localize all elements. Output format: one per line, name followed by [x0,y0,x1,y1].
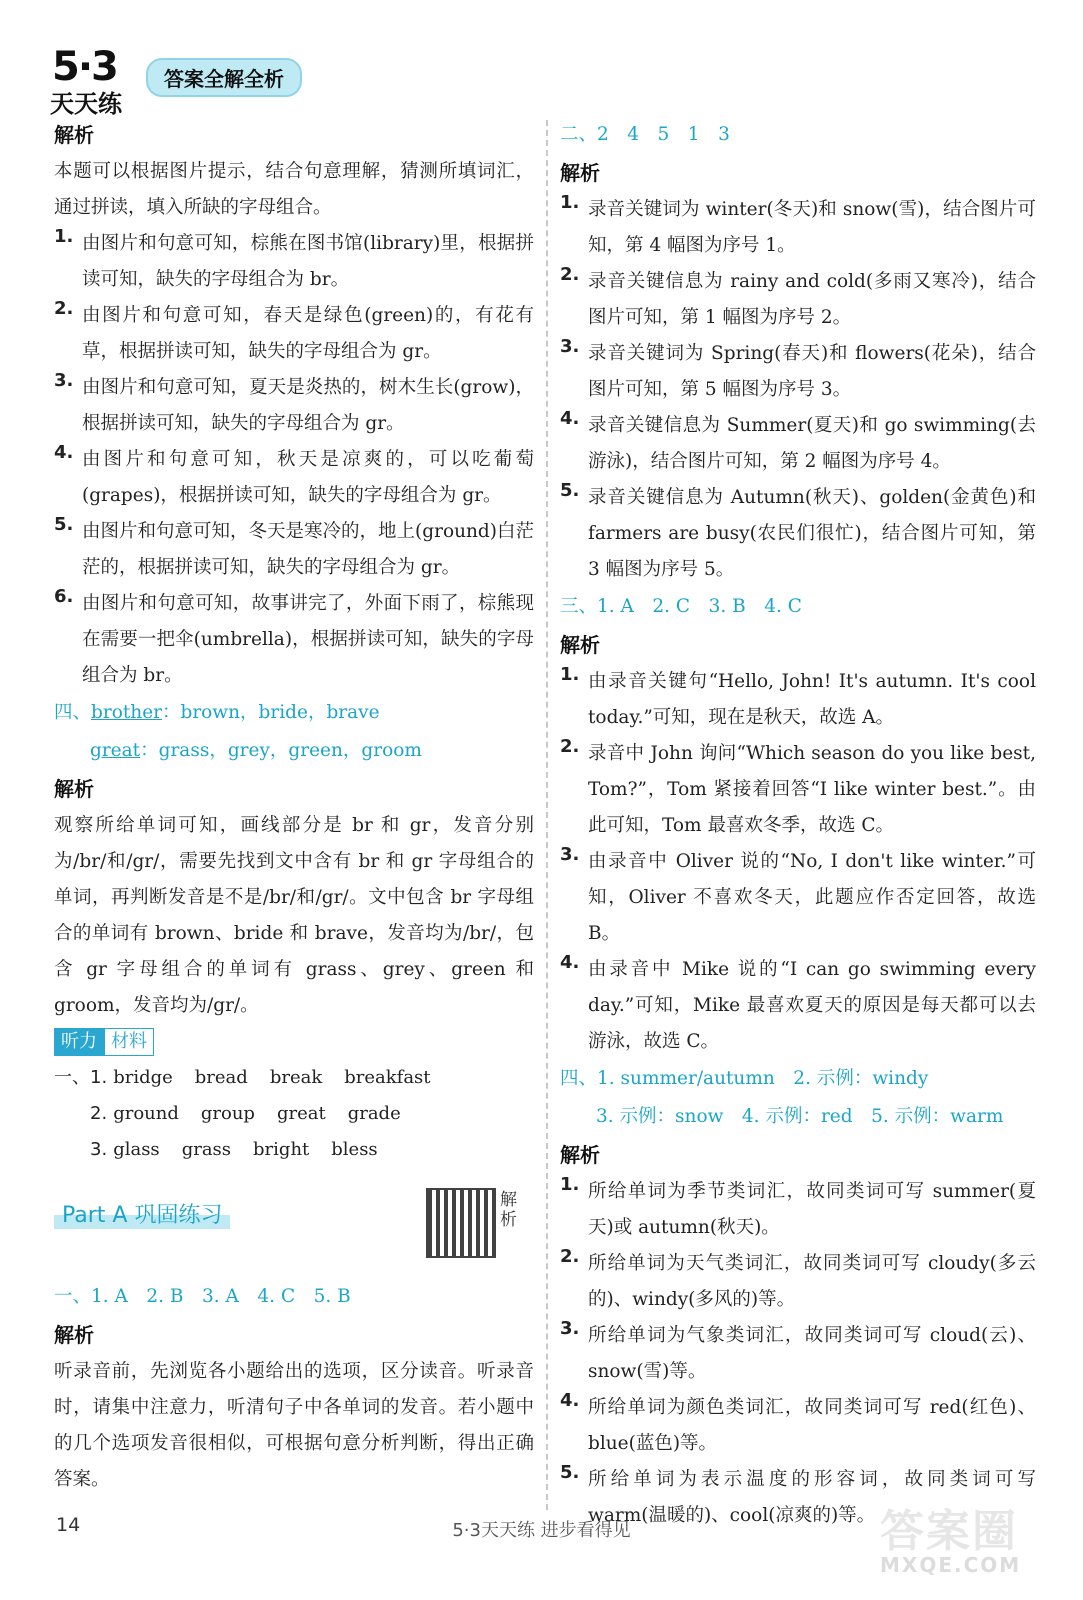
list-item [54,586,534,694]
item-text: 录音关键信息为 rainy and cold(多雨又寒冷)，结合图片可知，第 1 幅图为序号 2。 [588,271,1036,328]
listening-row [54,1132,534,1168]
watermark [880,1495,1055,1577]
item-text: 录音关键词为 winter(冬天)和 snow(雪)，结合图片可知，第 4 幅图为序号 1。 [588,199,1036,256]
item-number: 1. [560,192,580,213]
item-text: 由图片和句意可知，春天是绿色(green)的，有花有草，根据拼读可知，缺失的字母组合为 gr。 [82,305,534,362]
item-number: 4. [54,442,74,463]
analysis-heading: 解析 [560,633,600,657]
item-text: 录音关键信息为 Autumn(秋天)、golden(金黄色)和 farmers are busy(农民们很忙)，结合图片可知，第 3 幅图为序号 5。 [588,487,1036,580]
item-text: 由图片和句意可知，冬天是寒冷的，地上(ground)白茫茫的，根据拼读可知，缺失的字母组合为 gr。 [82,521,534,578]
column-divider [546,120,548,1510]
item-number: 2. [560,1246,580,1267]
item-number: 5. [560,1462,580,1483]
item-text: 由图片和句意可知，秋天是凉爽的，可以吃葡萄(grapes)，根据拼读可知，缺失的字母组合为 gr。 [82,449,534,506]
list-item [54,226,534,298]
analysis-list [560,1174,1036,1534]
listening-label: 一、 [54,1067,90,1088]
page-header [48,44,348,118]
answer-label: 四、 [54,702,92,723]
item-number: 3. [560,1318,580,1339]
right-column [560,116,1036,1534]
footer-slogan: 5·3天天练 进步看得见 [452,1520,631,1541]
analysis-paragraph: 观察所给单词可知，画线部分是 br 和 gr，发音分别为/br/和/gr/，需要先找到文中含有 br 和 gr 字母组合的单词，再判断发音是不是/br/和/gr/。文中包含 br 字母组合的单词有 brown、bride 和 brave，发音均为/br/，包含 gr 字母组合的单词有 grass、grey、green 和 groom，发音均为/gr/。 [54,815,534,1016]
analysis-heading: 解析 [54,123,94,147]
list-item [560,336,1036,408]
listening-material-label [54,1028,154,1056]
answer-words: ：brown，bride，brave [161,702,380,723]
list-item [560,408,1036,480]
item-text: 录音中 John 询问“Which season do you like best, Tom?”，Tom 紧接着回答“I like winter best.”。由此可知，Tom 最喜欢冬季，故选 C。 [588,743,1036,836]
left-column [54,116,534,1498]
list-item [560,736,1036,844]
list-item [560,1174,1036,1246]
listening-word: bless [331,1139,378,1160]
item-number: 1. [90,1067,108,1088]
item-text: 由图片和句意可知，故事讲完了，外面下雨了，棕熊现在需要一把伞(umbrella)，根据拼读可知，缺失的字母组合为 br。 [82,593,534,686]
item-number: 6. [54,586,74,607]
item-text: 所给单词为天气类词汇，故同类词可写 cloudy(多云的)、windy(多风的)等。 [588,1253,1036,1310]
answer-si: 四、1. summer/autumn 2. 示例：windy [560,1068,929,1089]
item-number: 2. [90,1103,108,1124]
list-item [560,1390,1036,1462]
listening-word: bread [194,1067,248,1088]
item-number: 1. [54,226,74,247]
item-text: 录音关键信息为 Summer(夏天)和 go swimming(去游泳)，结合图片可知，第 2 幅图为序号 4。 [588,415,1036,472]
item-text: 所给单词为颜色类词汇，故同类词可写 red(红色)、blue(蓝色)等。 [588,1397,1036,1454]
item-text: 所给单词为季节类词汇，故同类词可写 summer(夏天)或 autumn(秋天)。 [588,1181,1036,1238]
item-number: 5. [54,514,74,535]
list-item [560,1318,1036,1390]
item-text: 由录音中 Mike 说的“I can go swimming every day.”可知，Mike 最喜欢夏天的原因是每天都可以去游泳，故选 C。 [588,959,1036,1052]
item-number: 1. [560,1174,580,1195]
section-tag: 答案全解全析 [146,58,302,97]
page-number: 14 [56,1514,81,1536]
item-text: 由录音关键句“Hello, John! It's autumn. It's cool today.”可知，现在是秋天，故选 A。 [588,671,1036,728]
analysis-paragraph: 听录音前，先浏览各小题给出的选项，区分读音。听录音时，请集中注意力，听清句子中各单词的发音。若小题中的几个选项发音很相似，可根据句意分析判断，得出正确答案。 [54,1361,534,1490]
answer-yi: 一、1. A 2. B 3. A 4. C 5. B [54,1286,351,1307]
listening-word: bridge [113,1067,173,1088]
item-text: 由图片和句意可知，夏天是炎热的，树木生长(grow)，根据拼读可知，缺失的字母组合为 gr。 [82,377,534,434]
analysis-heading: 解析 [560,1143,600,1167]
list-item [54,298,534,370]
item-number: 3. [90,1139,108,1160]
item-text: 由图片和句意可知，棕熊在图书馆(library)里，根据拼读可知，缺失的字母组合为 br。 [82,233,534,290]
list-item [54,514,534,586]
item-number: 3. [560,844,580,865]
item-text: 由录音中 Oliver 说的“No, I don't like winter.”可知，Oliver 不喜欢冬天，此题应作否定回答，故选 B。 [588,851,1036,944]
listening-word: bright [253,1139,310,1160]
item-number: 4. [560,1390,580,1411]
answer-words: ：grass，grey，green，groom [140,740,422,761]
material-label: 材料 [104,1028,154,1056]
item-number: 4. [560,408,580,429]
listening-word: ground [113,1103,179,1124]
answer-er: 二、2 4 5 1 3 [560,124,730,145]
listening-word: break [269,1067,323,1088]
listening-word: breakfast [344,1067,431,1088]
item-number: 2. [560,264,580,285]
listening-word: grass [181,1139,232,1160]
item-number: 3. [560,336,580,357]
list-item [560,264,1036,336]
logo-number: 5·3 [52,44,117,90]
list-item [560,844,1036,952]
item-number: 2. [560,736,580,757]
analysis-list [560,664,1036,1060]
underlined-word: great [90,740,141,761]
watermark-main: 答案圈 [880,1506,1018,1557]
watermark-url: MXQE.COM [880,1553,1022,1577]
listening-word: glass [113,1139,160,1160]
part-a-title: Part A 巩固练习 [54,1198,230,1229]
qr-label: 解析 [500,1190,517,1230]
listening-word: grade [347,1103,401,1124]
analysis-list [560,192,1036,588]
analysis-heading: 解析 [560,161,600,185]
intro-paragraph: 本题可以根据图片提示，结合句意理解，猜测所填词汇，通过拼读，填入所缺的字母组合。 [54,161,534,218]
listen-label: 听力 [54,1028,104,1056]
item-number: 5. [560,480,580,501]
analysis-heading: 解析 [54,777,94,801]
list-item [560,480,1036,588]
list-item [560,192,1036,264]
item-number: 3. [54,370,74,391]
list-item [560,664,1036,736]
answer-san: 三、1. A 2. C 3. B 4. C [560,596,802,617]
listening-row [54,1060,534,1096]
listening-word: group [200,1103,255,1124]
list-item [54,442,534,514]
answer-si [54,694,534,732]
part-a-section [54,1168,534,1278]
logo-title: 天天练 [50,90,122,118]
item-number: 2. [54,298,74,319]
item-text: 所给单词为表示温度的形容词，故同类词可写 warm(温暖的)、cool(凉爽的)等。 [588,1469,1036,1526]
item-number: 4. [560,952,580,973]
list-item [54,370,534,442]
logo [48,44,138,118]
item-text: 所给单词为气象类词汇，故同类词可写 cloud(云)、snow(雪)等。 [588,1325,1036,1382]
item-text: 录音关键词为 Spring(春天)和 flowers(花朵)，结合图片可知，第 5 幅图为序号 3。 [588,343,1036,400]
underlined-word: brother [91,702,162,723]
qr-code[interactable] [426,1188,496,1258]
analysis-heading: 解析 [54,1323,94,1347]
listening-word: great [276,1103,326,1124]
list-item [560,1246,1036,1318]
answer-si-line2: 3. 示例：snow 4. 示例：red 5. 示例：warm [596,1106,1004,1127]
analysis-list [54,226,534,694]
answer-si-line2 [54,732,534,770]
list-item [560,952,1036,1060]
item-number: 1. [560,664,580,685]
listening-row [54,1096,534,1132]
listening-words [54,1060,534,1168]
